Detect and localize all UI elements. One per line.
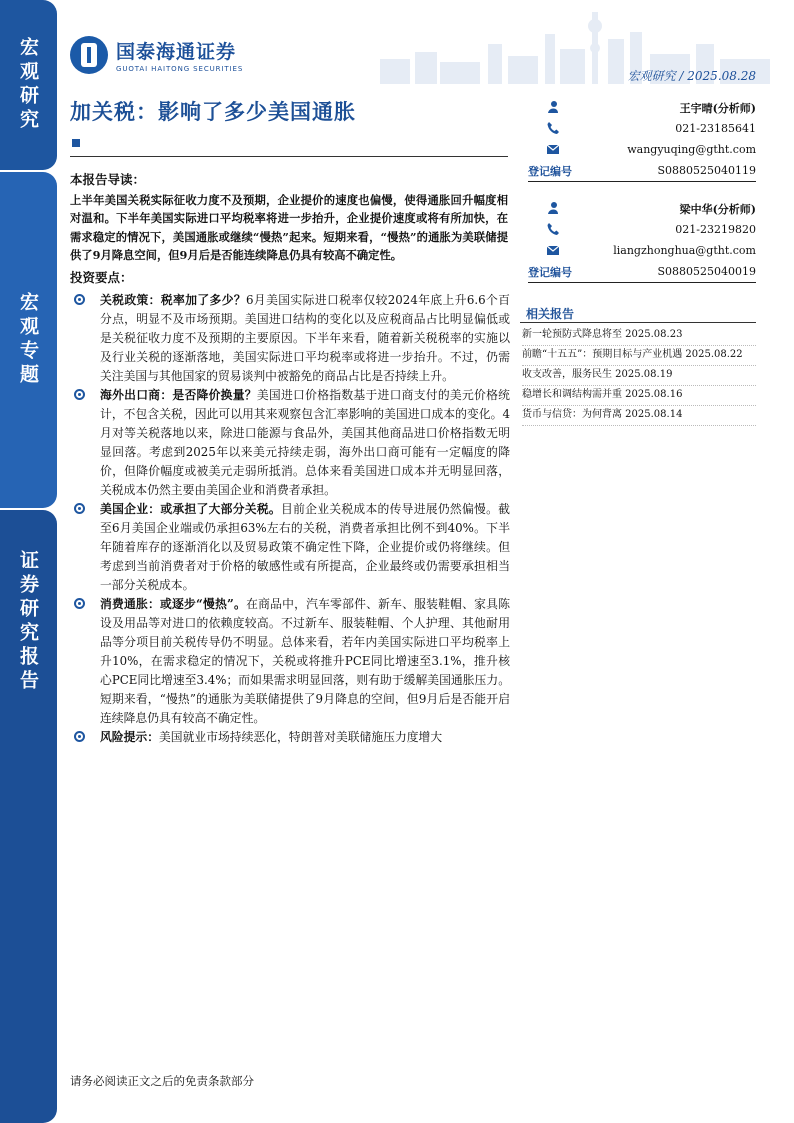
- related-report-link[interactable]: 货币与信贷：为何背离 2025.08.14: [522, 406, 756, 426]
- related-report-link[interactable]: 收支改善，服务民生 2025.08.19: [522, 366, 756, 386]
- related-reports-list: [522, 326, 756, 426]
- analyst-email: wangyuqing@gtht.com: [627, 143, 756, 156]
- analyst-card: [528, 97, 756, 181]
- bullet-icon: [74, 294, 85, 305]
- point-lead: 关税政策：税率加了多少？: [100, 293, 247, 307]
- related-report-link[interactable]: 新一轮预防式降息将至 2025.08.23: [522, 326, 756, 346]
- related-divider: [520, 322, 756, 323]
- investment-points-list: [70, 291, 510, 747]
- company-logo: [70, 36, 243, 74]
- point-text: 6月美国实际进口税率仅较2024年底上升6.6个百分点，明显不及市场预期。美国进口结构的变化以及应税商品占比明显偏低或是关税征收力度不及预期的主要原因。下半年来看，随着新关税税率的实施以及行业关税的逐渐落地，美国实际进口平均税率或将进一步抬升。不过，仍需关注美国与其他国家的贸易谈判中被豁免的商品占比是否持续上升。: [100, 293, 510, 383]
- investment-point: [70, 291, 510, 386]
- related-report-link[interactable]: 前瞻“十五五”：预期目标与产业机遇 2025.08.22: [522, 346, 756, 366]
- report-meta: [628, 67, 756, 84]
- brand-name-en: GUOTAI HAITONG SECURITIES: [116, 65, 244, 73]
- analyst-divider: [528, 181, 756, 182]
- point-text: 在商品中，汽车零部件、新车、服装鞋帽、家具陈设及用品等对进口的依赖度较高。不过新车、服装鞋帽、个人护理、其他耐用品等分项目前关税传导仍不明显。总体来看，若年内美国实际进口平均税率上升10%，在需求稳定的情况下，关税或将推升PCE同比增速至3.1%，推升核心PCE同比增速至3.4%；而如果需求明显回落，则有助于缓解美国通胀压力。短期来看，“慢热”的通胀为美联储提供了9月降息的空间，但9月后是否能开启连续降息仍具有较高不确定性。: [100, 597, 510, 725]
- title-divider: [70, 156, 508, 157]
- left-sidebar: [0, 0, 57, 1123]
- logo-icon: [70, 36, 108, 74]
- point-text: 美国进口价格指数基于进口商支付的美元价格统计，不包含关税，因此可以用其来观察包含汇率影响的美国进口成本的变化。4月对等关税落地以来，除进口能源与食品外，美国其他商品进口价格指数无明显回落。考虑到2025年以来美元持续走弱，海外出口商可能有一定幅度的降价，但降价幅度或被美元走弱所抵消。总体来看美国进口成本并无明显回落，关税成本仍然主要由美国企业和消费者承担。: [100, 388, 510, 497]
- sidebar-tab-label: 宏观专题: [17, 292, 39, 388]
- points-heading: 投资要点：: [70, 270, 133, 285]
- disclaimer-note: 请务必阅读正文之后的免责条款部分: [70, 1074, 254, 1088]
- analyst-name: 王宇晴(分析师): [679, 101, 756, 115]
- registration-number: S0880525040019: [657, 265, 756, 278]
- point-text: 美国就业市场持续恶化，特朗普对美联储施压力度增大: [159, 730, 443, 744]
- analyst-phone: 021-23219820: [675, 223, 756, 236]
- analyst-phone: 021-23185641: [675, 122, 756, 135]
- person-icon: [546, 201, 560, 215]
- point-lead: 海外出口商：是否降价换量？: [100, 388, 257, 402]
- guide-heading: 本报告导读：: [70, 172, 146, 187]
- analyst-name: 梁中华(分析师): [679, 202, 756, 216]
- investment-point: [70, 595, 510, 728]
- sidebar-tab-macro-research: [0, 0, 57, 170]
- report-date: 2025.08.28: [687, 69, 756, 83]
- point-lead: 消费通胀：或逐步“慢热”。: [100, 597, 247, 611]
- registration-number: S0880525040119: [657, 164, 756, 177]
- investment-point: [70, 728, 510, 747]
- brand-name-cn: 国泰海通证券: [116, 41, 237, 63]
- analyst-card: [528, 198, 756, 282]
- sidebar-tab-macro-topic: [0, 172, 57, 508]
- investment-point: [70, 386, 510, 500]
- bullet-icon: [74, 389, 85, 400]
- point-lead: 美国企业：或承担了大部分关税。: [100, 502, 281, 516]
- analyst-divider: [528, 282, 756, 283]
- bullet-icon: [74, 731, 85, 742]
- registration-label: 登记编号: [528, 265, 572, 279]
- point-text: 目前企业关税成本的传导进展仍然偏慢。截至6月美国企业端或仍承担63%左右的关税，消费者承担比例不到40%。下半年随着库存的逐渐消化以及贸易政策不确定性下降，企业提价或仍将继续。但考虑到当前消费者对于价格的敏感性或有所提高，企业最终或仍需要承担相当一部分关税成本。: [100, 502, 510, 592]
- title-square-icon: [72, 139, 80, 147]
- analyst-email: liangzhonghua@gtht.com: [613, 244, 756, 257]
- registration-label: 登记编号: [528, 164, 572, 178]
- phone-icon: [546, 121, 560, 135]
- related-report-link[interactable]: 稳增长和调结构需并重 2025.08.16: [522, 386, 756, 406]
- sidebar-tab-securities-report: [0, 510, 57, 1123]
- investment-point: [70, 500, 510, 595]
- person-icon: [546, 100, 560, 114]
- point-lead: 风险提示：: [100, 730, 159, 744]
- sidebar-tab-label: 证券研究报告: [17, 550, 39, 694]
- bullet-icon: [74, 503, 85, 514]
- bullet-icon: [74, 598, 85, 609]
- phone-icon: [546, 222, 560, 236]
- sidebar-tab-label: 宏观研究: [17, 37, 39, 133]
- guide-text: 上半年美国关税实际征收力度不及预期，企业提价的速度也偏慢，使得通胀回升幅度相对温和。下半年美国实际进口平均税率将进一步抬升，企业提价速度或将有所加快，在需求稳定的情况下，美国通胀或继续“慢热”起来。短期来看，“慢热”的通胀为美联储提供了9月降息空间，但9月后是否能连续降息仍具有较高不确定性。: [70, 193, 508, 263]
- meta-separator: /: [679, 69, 684, 83]
- email-icon: [546, 142, 560, 156]
- email-icon: [546, 243, 560, 257]
- report-type: 宏观研究: [627, 69, 676, 83]
- report-title: 加关税：影响了多少美国通胀: [70, 100, 356, 124]
- related-reports-heading: 相关报告: [526, 307, 575, 321]
